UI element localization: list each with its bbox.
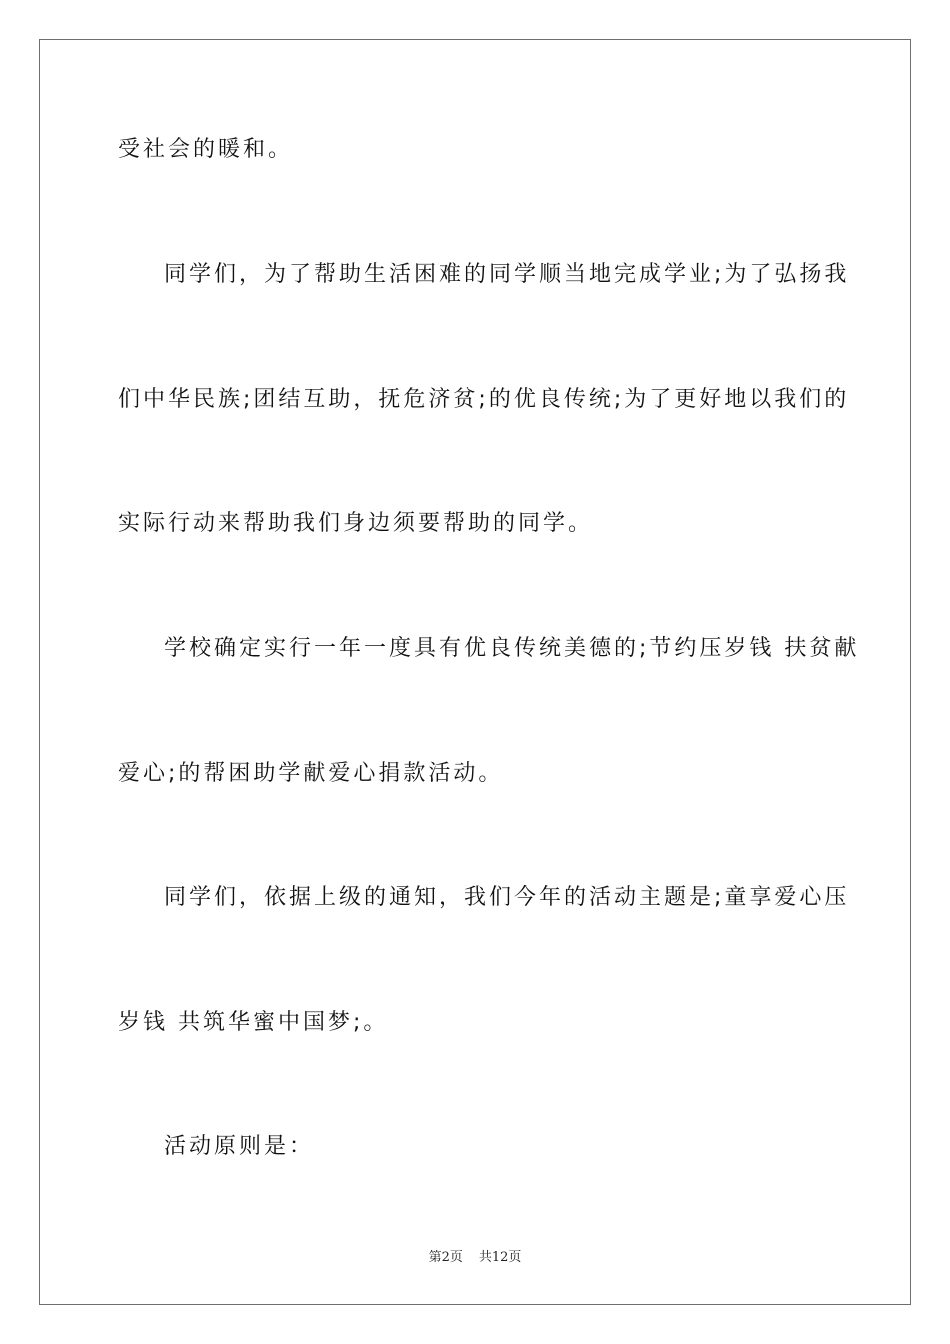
text-line-6: 爱心;的帮困助学献爱心捐款活动。 — [118, 761, 504, 786]
text-line-4: 实际行动来帮助我们身边须要帮助的同学。 — [118, 511, 594, 536]
text-line-2: 同学们，为了帮助生活困难的同学顺当地完成学业;为了弘扬我 — [164, 262, 850, 287]
text-line-5: 学校确定实行一年一度具有优良传统美德的;节约压岁钱 扶贫献 — [164, 636, 860, 661]
text-line-8: 岁钱 共筑华蜜中国梦;。 — [118, 1010, 389, 1035]
text-line-9: 活动原则是： — [164, 1134, 315, 1159]
text-line-3: 们中华民族;团结互助，抚危济贫;的优良传统;为了更好地以我们的 — [118, 387, 850, 412]
page-frame — [39, 39, 911, 1305]
page-number-current: 第2页 — [428, 1250, 463, 1265]
page-number-total: 共12页 — [478, 1250, 522, 1265]
text-line-7: 同学们，依据上级的通知，我们今年的活动主题是;童享爱心压 — [164, 885, 850, 910]
text-line-1: 受社会的暖和。 — [118, 137, 294, 162]
page-footer — [0, 1246, 950, 1265]
